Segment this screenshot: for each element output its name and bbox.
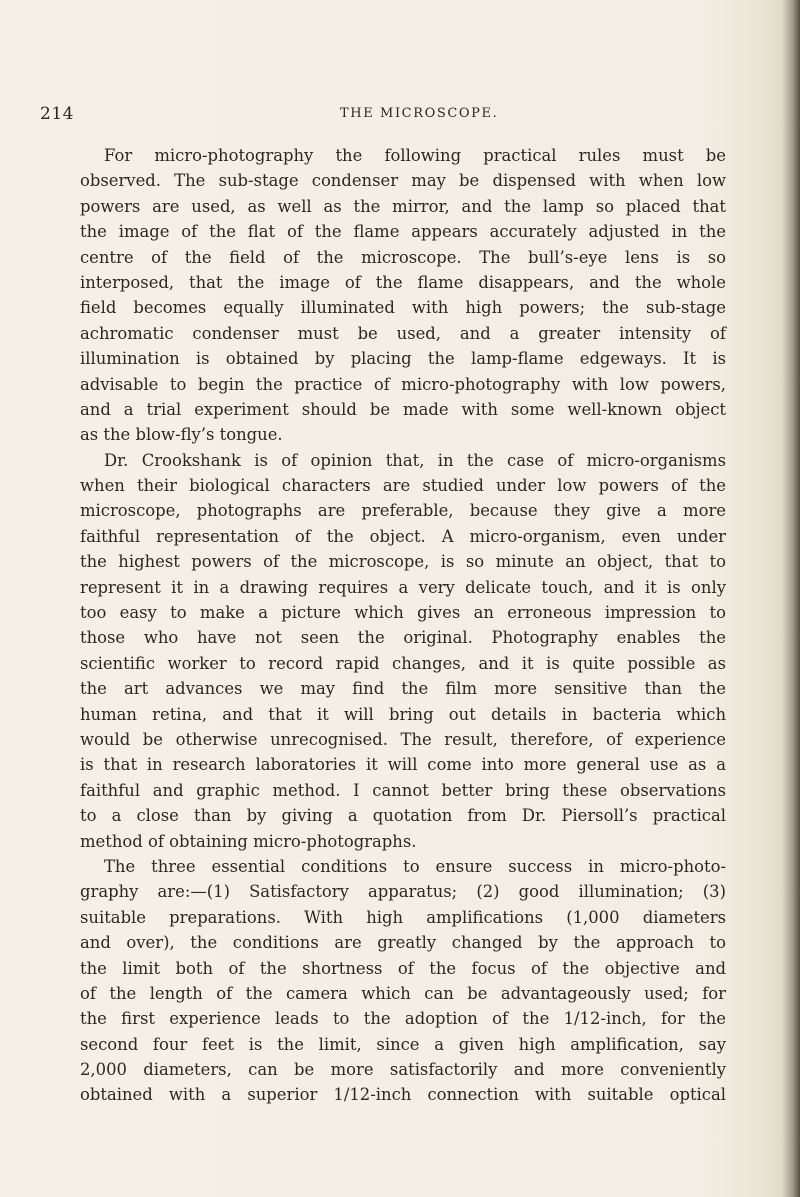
text-line: represent it in a drawing requires a very delicate touch, and it is only: [80, 577, 726, 597]
text-line: field becomes equally illuminated with high powers; the sub-stage: [80, 298, 726, 318]
text-line: of the length of the camera which can be advantageously used; for: [80, 983, 726, 1003]
page-number: 214: [40, 104, 74, 124]
text-line: For micro-photography the following practical rules must be: [104, 146, 726, 165]
text-line: graphy are:—(1) Satisfactory apparatus; (2) good illumination; (3): [80, 882, 726, 902]
text-line: advisable to begin the practice of micro-photography with low powers,: [80, 374, 726, 394]
text-line: the limit both of the shortness of the focus of the objective and: [80, 958, 726, 978]
text-line: method of obtaining micro-photographs.: [80, 831, 417, 851]
text-line: obtained with a superior 1/12-inch connection with suitable optical: [80, 1085, 726, 1105]
text-line: too easy to make a picture which gives an erroneous impression to: [80, 603, 726, 623]
text-line: when their biological characters are studied under low powers of the: [80, 476, 726, 496]
text-line: is that in research laboratories it will come into more general use as a: [80, 755, 726, 775]
text-line: suitable preparations. With high amplifications (1,000 diameters: [80, 907, 726, 927]
text-line: second four feet is the limit, since a given high amplification, say: [80, 1034, 726, 1054]
text-line: and over), the conditions are greatly changed by the approach to: [80, 933, 726, 953]
text-line: illumination is obtained by placing the lamp-flame edgeways. It is: [80, 349, 726, 369]
page-edge-shadow: [782, 0, 800, 1197]
text-line: the first experience leads to the adoption of the 1/12-inch, for the: [80, 1009, 726, 1029]
text-line: achromatic condenser must be used, and a greater intensity of: [80, 323, 726, 343]
text-line: those who have not seen the original. Photography enables the: [80, 628, 726, 648]
text-line: scientific worker to record rapid changes, and it is quite possible as: [80, 653, 726, 673]
text-line: 2,000 diameters, can be more satisfactorily and more conveniently: [80, 1060, 726, 1080]
body-text: [80, 143, 726, 1108]
text-line: as the blow-fly’s tongue.: [80, 425, 283, 445]
running-title: THE MICROSCOPE.: [340, 106, 499, 121]
text-line: to a close than by giving a quotation from Dr. Piersoll’s practical: [80, 806, 726, 826]
text-line: would be otherwise unrecognised. The result, therefore, of experience: [80, 729, 726, 749]
text-line: powers are used, as well as the mirror, and the lamp so placed that: [80, 196, 726, 216]
text-line: faithful representation of the object. A micro-organism, even under: [80, 526, 726, 546]
text-line: the art advances we may find the film more sensitive than the: [80, 679, 726, 699]
text-line: human retina, and that it will bring out details in bacteria which: [80, 704, 726, 724]
text-line: interposed, that the image of the flame disappears, and the whole: [80, 272, 726, 292]
text-line: observed. The sub-stage condenser may be dispensed with when low: [80, 171, 726, 191]
running-head: [0, 104, 800, 128]
text-line: the highest powers of the microscope, is so minute an object, that to: [80, 552, 726, 572]
text-line: microscope, photographs are preferable, because they give a more: [80, 501, 726, 521]
text-line: centre of the field of the microscope. The bull’s-eye lens is so: [80, 247, 726, 267]
text-line: and a trial experiment should be made with some well-known object: [80, 399, 726, 419]
text-line: The three essential conditions to ensure success in micro-photo-: [104, 856, 726, 876]
text-line: faithful and graphic method. I cannot better bring these observations: [80, 780, 726, 800]
text-line: Dr. Crookshank is of opinion that, in the case of micro-organisms: [104, 450, 726, 470]
text-line: the image of the flat of the flame appears accurately adjusted in the: [80, 222, 726, 242]
